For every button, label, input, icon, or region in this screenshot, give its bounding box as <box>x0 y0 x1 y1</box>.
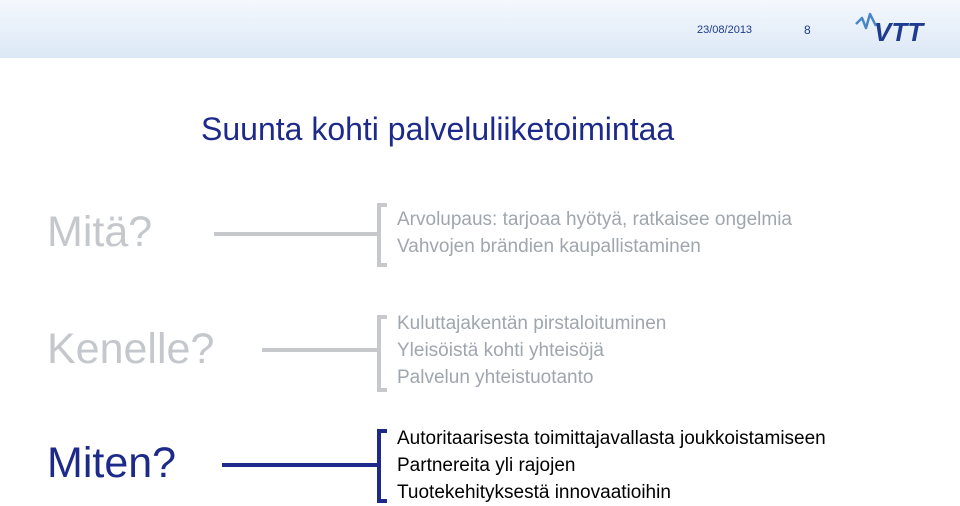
section-line: Tuotekehityksestä innovaatioihin <box>397 482 671 503</box>
slide-header <box>0 0 960 58</box>
section-line: Kuluttajakentän pirstaloituminen <box>397 313 667 334</box>
logo-wave-icon <box>856 14 876 28</box>
section-line: Vahvojen brändien kaupallistaminen <box>397 236 701 257</box>
bracket-what <box>377 203 387 267</box>
connector-who <box>262 348 377 352</box>
section-label-what: Mitä? <box>47 208 153 256</box>
section-line: Arvolupaus: tarjoaa hyötyä, ratkaisee ongelmia <box>397 209 793 230</box>
connector-how <box>222 463 377 467</box>
section-lines-how <box>397 425 826 506</box>
slide-title: Suunta kohti palveluliiketoimintaa <box>201 111 675 147</box>
section-label-who: Kenelle? <box>47 325 215 373</box>
slide-date: 23/08/2013 <box>697 24 753 36</box>
header-band <box>0 0 960 58</box>
section-line: Autoritaarisesta toimittajavallasta joukkoistamiseen <box>397 428 826 449</box>
bracket-how <box>377 429 387 503</box>
logo-text: VTT <box>874 17 924 47</box>
vtt-logo <box>852 8 948 48</box>
page-number: 8 <box>804 23 811 37</box>
section-line: Partnereita yli rajojen <box>397 455 576 476</box>
section-line: Yleisöistä kohti yhteisöjä <box>397 340 604 361</box>
section-line: Palvelun yhteistuotanto <box>397 367 594 388</box>
bracket-who <box>377 315 387 392</box>
section-label-how: Miten? <box>47 439 177 487</box>
section-lines-who <box>397 310 666 391</box>
connector-what <box>214 232 377 236</box>
section-lines-what <box>397 206 792 260</box>
